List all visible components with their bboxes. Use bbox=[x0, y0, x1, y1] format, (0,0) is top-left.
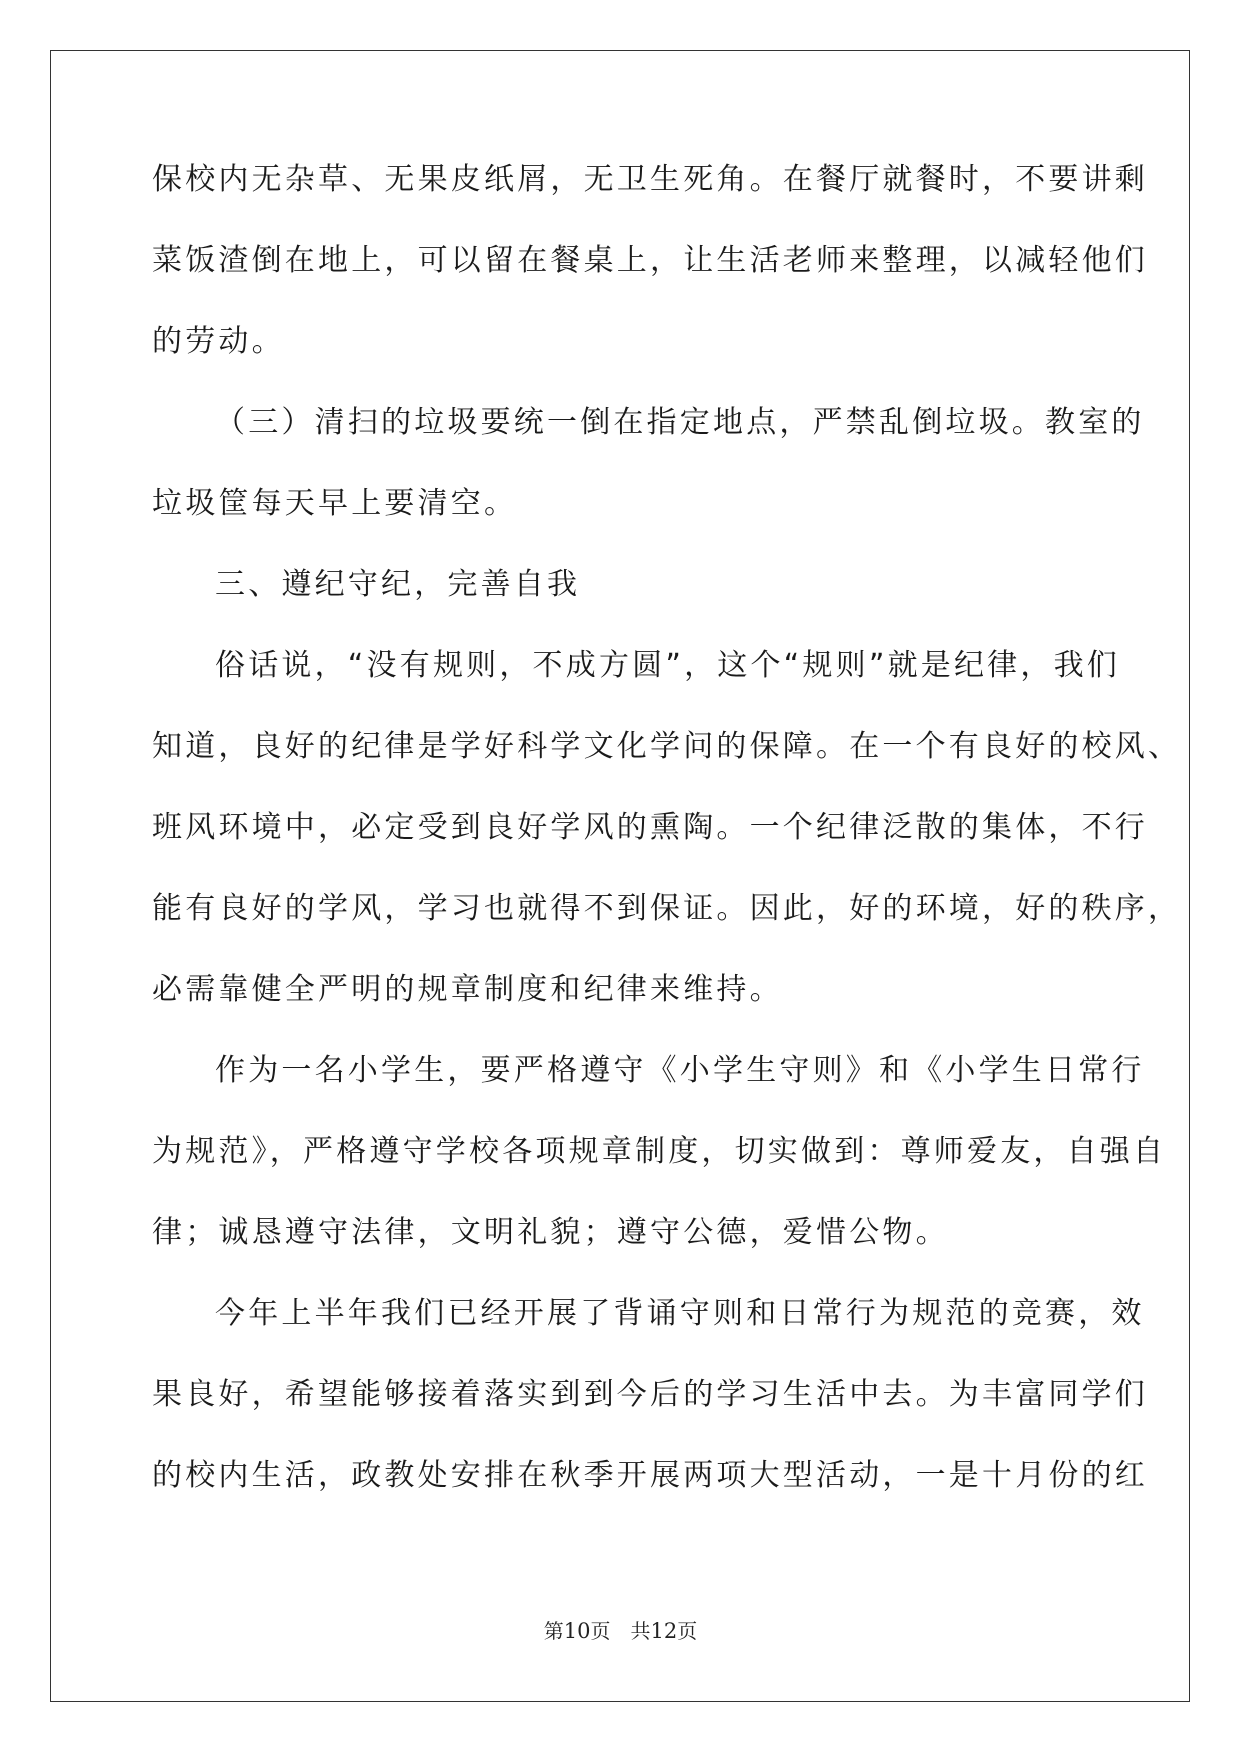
current-page-number: 10 bbox=[563, 1619, 591, 1643]
text-line: 能有良好的学风，学习也就得不到保证。因此，好的环境，好的秩序， bbox=[152, 891, 1182, 926]
text-line: 班风环境中，必定受到良好学风的熏陶。一个纪律泛散的集体，不行 bbox=[152, 810, 1148, 845]
text-line: 律；诚恳遵守法律，文明礼貌；遵守公德，爱惜公物。 bbox=[152, 1215, 949, 1250]
text-line: 必需靠健全严明的规章制度和纪律来维持。 bbox=[152, 972, 783, 1007]
text-line: 保校内无杂草、无果皮纸屑，无卫生死角。在餐厅就餐时，不要讲剩 bbox=[152, 162, 1148, 197]
text-line: 作为一名小学生，要严格遵守《小学生守则》和《小学生日常行 bbox=[215, 1053, 1145, 1088]
text-line: （三）清扫的垃圾要统一倒在指定地点，严禁乱倒垃圾。教室的 bbox=[215, 405, 1145, 440]
total-page-number: 12 bbox=[650, 1619, 678, 1643]
section-heading: 三、遵纪守纪，完善自我 bbox=[215, 567, 581, 602]
text-line: 的校内生活，政教处安排在秋季开展两项大型活动，一是十月份的红 bbox=[152, 1458, 1148, 1493]
text-line: 今年上半年我们已经开展了背诵守则和日常行为规范的竞赛，效 bbox=[215, 1296, 1145, 1331]
document-body bbox=[152, 160, 1182, 1537]
footer-prefix: 第 bbox=[543, 1619, 564, 1643]
text-line: 为规范》，严格遵守学校各项规章制度，切实做到：尊师爱友，自强自 bbox=[152, 1134, 1167, 1169]
text-line: 果良好，希望能够接着落实到到今后的学习生活中去。为丰富同学们 bbox=[152, 1377, 1148, 1412]
text-line: 垃圾筐每天早上要清空。 bbox=[152, 486, 518, 521]
footer-middle: 页 共 bbox=[590, 1619, 651, 1643]
text-line: 俗话说，“没有规则，不成方圆”，这个“规则”就是纪律，我们 bbox=[215, 648, 1120, 683]
text-line: 知道，良好的纪律是学好科学文化学问的保障。在一个有良好的校风、 bbox=[152, 729, 1182, 764]
footer-suffix: 页 bbox=[677, 1619, 698, 1643]
text-line: 的劳动。 bbox=[152, 324, 285, 359]
text-line: 菜饭渣倒在地上，可以留在餐桌上，让生活老师来整理，以减轻他们 bbox=[152, 243, 1148, 278]
page-footer bbox=[0, 1615, 1241, 1644]
